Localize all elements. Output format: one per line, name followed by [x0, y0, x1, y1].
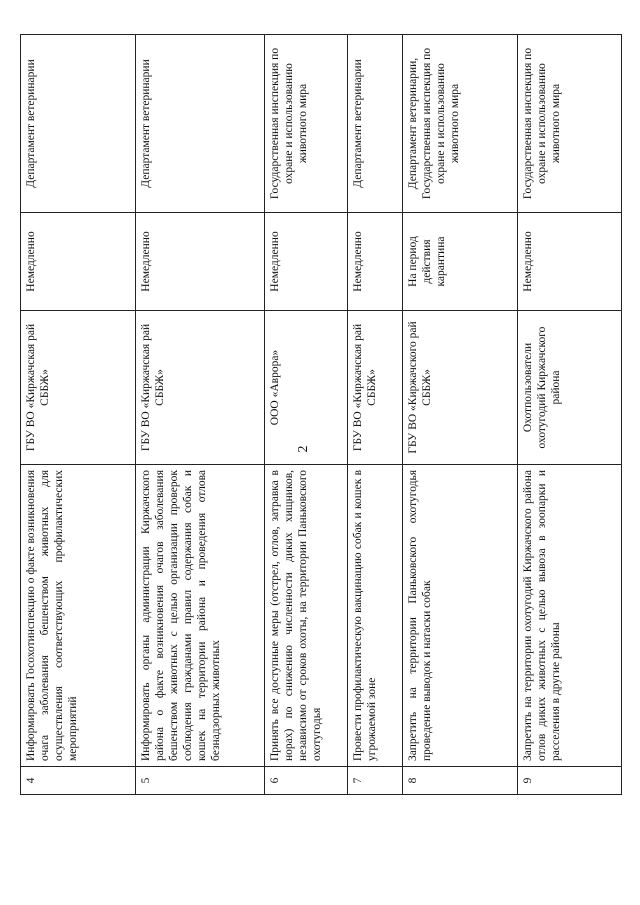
row-number: 8: [403, 767, 518, 795]
page-number: 2: [296, 445, 311, 453]
supervising-body: Департамент ветеринарии: [21, 35, 136, 213]
row-number: 9: [518, 767, 622, 795]
measure-text: Информировать органы администрации Киржачского района о факте возникновения очагов заболевания бешенством животных с целью организации проверок соблюдения гражданами правил содержания собак и кошек на территории района и проведения отлова безнадзорных животных: [136, 465, 265, 767]
table-row: [518, 35, 622, 795]
table-row: [403, 35, 518, 795]
responsible-party: ГБУ ВО «Киржачская рай СББЖ»: [347, 311, 402, 465]
measure-text: Принять все доступные меры (отстрел, отлов, затравка в норах) по снижению численности диких хищников, независимо от сроков охоты, на территории Паньковского охотугодья: [265, 465, 348, 767]
supervising-body: Государственная инспекция по охране и использованию животного мира: [518, 35, 622, 213]
table-row: [265, 35, 348, 795]
table-row: [136, 35, 265, 795]
deadline: На период действия карантина: [403, 213, 518, 311]
measure-text: Запретить на территории охотугодий Киржачского района отлов диких животных с целью вывоза в зоопарки и расселения в другие районы: [518, 465, 622, 767]
row-number: 7: [347, 767, 402, 795]
measure-text: Провести профилактическую вакцинацию собак и кошек в угрожаемой зоне: [347, 465, 402, 767]
responsible-party: ГБУ ВО «Киржачского рай СББЖ»: [403, 311, 518, 465]
measures-table: [20, 34, 622, 795]
table-row: [347, 35, 402, 795]
row-number: 5: [136, 767, 265, 795]
row-number: 6: [265, 767, 348, 795]
responsible-party: ООО «Аврора»: [265, 311, 348, 465]
measure-text: Информировать Госохотинспекцию о факте возникновения очага заболевания бешенством животных для осуществления соответствующих профилактических мероприятий: [21, 465, 136, 767]
supervising-body: Государственная инспекция по охране и использованию животного мира: [265, 35, 348, 213]
supervising-body: Департамент ветеринарии, Государственная инспекция по охране и использованию животного мира: [403, 35, 518, 213]
supervising-body: Департамент ветеринарии: [347, 35, 402, 213]
measure-text: Запретить на территории Паньковского охотугодья проведение выводок и натаски собак: [403, 465, 518, 767]
deadline: Немедленно: [21, 213, 136, 311]
deadline: Немедленно: [347, 213, 402, 311]
supervising-body: Департамент ветеринарии: [136, 35, 265, 213]
table-row: [21, 35, 136, 795]
deadline: Немедленно: [136, 213, 265, 311]
responsible-party: ГБУ ВО «Киржачская рай СББЖ»: [136, 311, 265, 465]
responsible-party: ГБУ ВО «Киржачская рай СББЖ»: [21, 311, 136, 465]
responsible-party: Охотпользователи охотугодий Киржачского района: [518, 311, 622, 465]
deadline: Немедленно: [265, 213, 348, 311]
row-number: 4: [21, 767, 136, 795]
deadline: Немедленно: [518, 213, 622, 311]
